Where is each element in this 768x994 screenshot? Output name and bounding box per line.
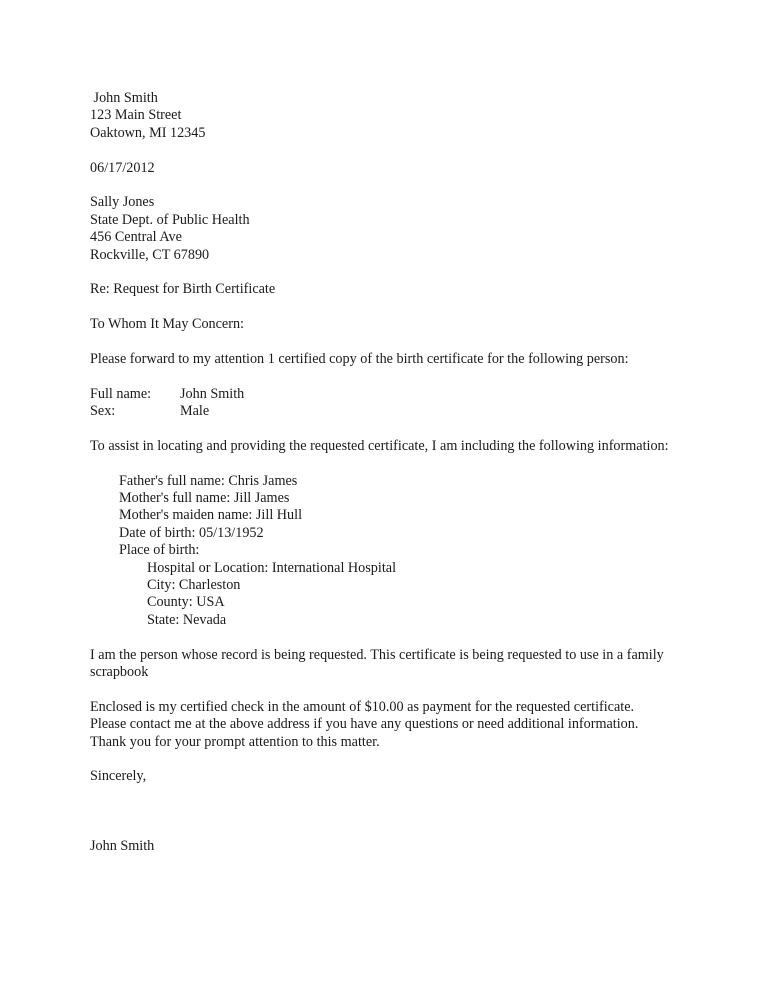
birth-hospital: Hospital or Location: International Hospital xyxy=(147,559,397,576)
subject-line: Re: Request for Birth Certificate xyxy=(90,281,276,298)
birth-details xyxy=(90,473,690,630)
mother-name: Mother's full name: Jill James xyxy=(119,490,290,506)
birth-county: County: USA xyxy=(147,594,225,611)
recipient-street: 456 Central Ave xyxy=(90,229,182,246)
intro-paragraph: Please forward to my attention 1 certified copy of the birth certificate for the following person: xyxy=(90,350,629,367)
recipient-organization: State Dept. of Public Health xyxy=(90,211,250,228)
sender-street: 123 Main Street xyxy=(90,107,182,124)
mother-maiden-name: Mother's maiden name: Jill Hull xyxy=(119,507,303,524)
closing-line-3: Thank you for your prompt attention to this matter. xyxy=(90,733,380,750)
full-name-label: Full name: xyxy=(90,385,152,402)
closing-line-2: Please contact me at the above address if you have any questions or need additional information. xyxy=(90,716,639,733)
sex-value: Male xyxy=(180,403,210,420)
place-of-birth-label: Place of birth: xyxy=(119,542,200,559)
father-name: Father's full name: Chris James xyxy=(119,472,298,489)
salutation: To Whom It May Concern: xyxy=(90,316,244,333)
letter-date: 06/17/2012 xyxy=(90,159,155,176)
sex-row xyxy=(90,403,690,420)
recipient-address xyxy=(90,194,690,264)
recipient-city: Rockville, CT 67890 xyxy=(90,246,210,263)
letter-page xyxy=(90,90,690,855)
closing-line-1: Enclosed is my certified check in the amount of $10.00 as payment for the requested certificate. xyxy=(90,698,635,715)
signoff: Sincerely, xyxy=(90,768,147,785)
birth-state: State: Nevada xyxy=(147,611,227,628)
recipient-name: Sally Jones xyxy=(90,194,155,211)
sex-label: Sex: xyxy=(90,403,116,420)
assist-paragraph: To assist in locating and providing the requested certificate, I am including the following information: xyxy=(90,437,669,454)
full-name-value: John Smith xyxy=(180,385,245,402)
birth-city: City: Charleston xyxy=(147,576,241,593)
closing-paragraph xyxy=(90,699,690,751)
sender-address xyxy=(90,90,690,142)
purpose-paragraph: I am the person whose record is being requested. This certificate is being requested to use in a family scrapbook xyxy=(90,646,664,680)
person-info xyxy=(90,386,690,421)
sender-city: Oaktown, MI 12345 xyxy=(90,124,206,141)
sender-name: John Smith xyxy=(90,90,158,106)
signature-name: John Smith xyxy=(90,837,155,854)
full-name-row xyxy=(90,386,690,403)
date-of-birth: Date of birth: 05/13/1952 xyxy=(119,524,264,541)
